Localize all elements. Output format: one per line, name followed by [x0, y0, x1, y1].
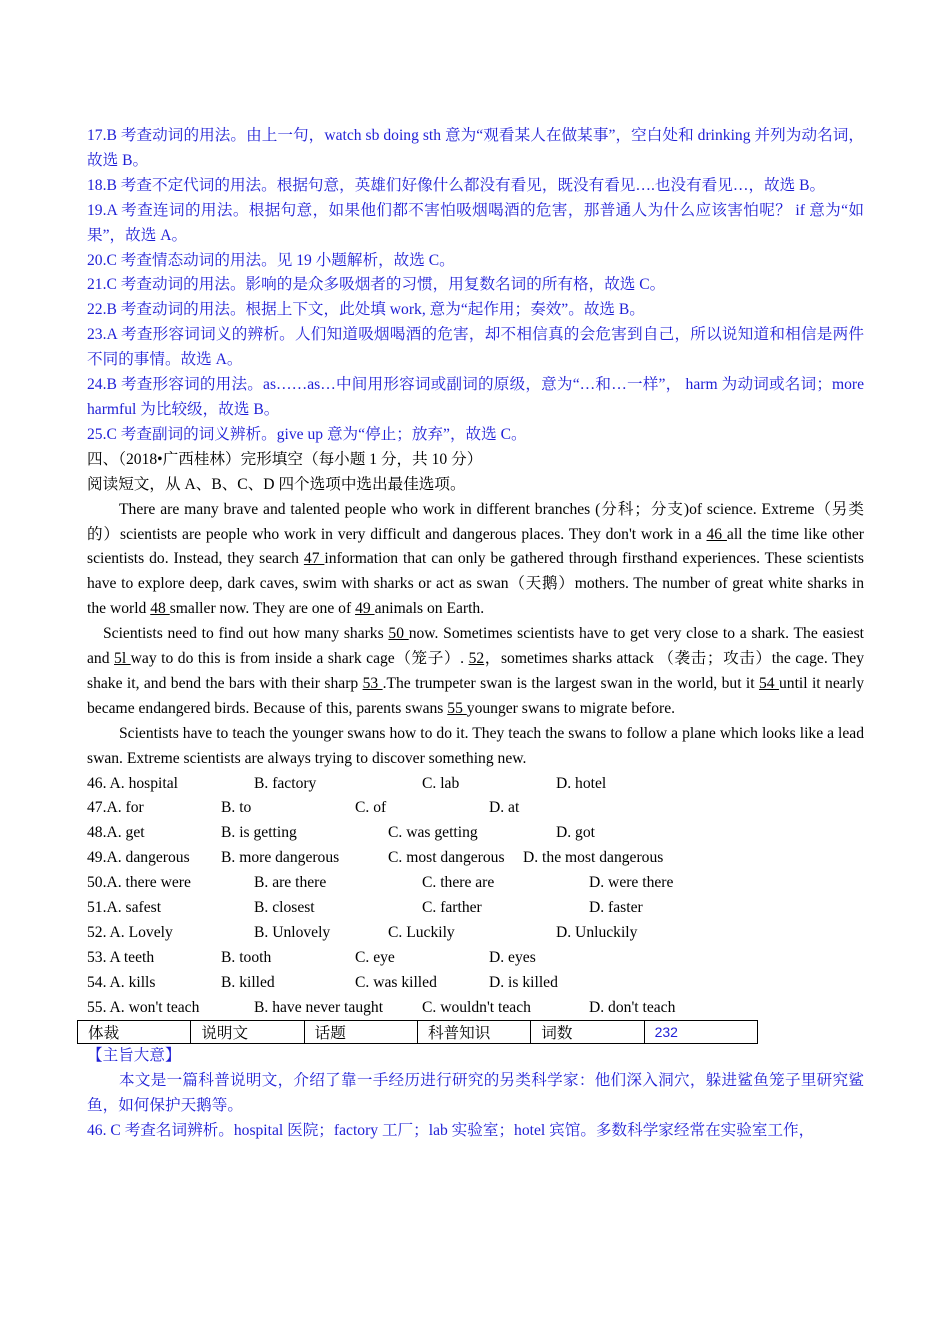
genre-label: 体裁 — [78, 1021, 191, 1044]
options-48: 48.A. get B. is getting C. was getting D. got — [87, 824, 595, 842]
options-51: 51.A. safest B. closest C. farther D. faster — [87, 899, 643, 917]
word-count-value: 232 — [644, 1021, 757, 1044]
topic-label: 话题 — [304, 1021, 417, 1044]
blank-50: 50 — [388, 625, 409, 643]
answer-17: 17.B 考查动词的用法。由上一句，watch sb doing sth 意为“观看某人在做某事”，空白处和 drinking 并列为动名词，故选 B。 — [87, 127, 864, 169]
passage-paragraph-1: There are many brave and talented people who work in different branches (分科；分支)of science. Extreme（另类的）scientists are people who work in very difficult and dangerous places. They don't work in a 46 all the time like other scientists do. Instead, they search 47 information that can only be gathered through firsthand experiences. These scientists have to explore deep, dark caves, swim with sharks or act as swan（天鹅）mothers. The number of great white sharks in the world 48 smaller now. They are one of 49 animals on Earth. — [87, 500, 864, 618]
answer-23: 23.A 考查形容词词义的辨析。人们知道吸烟喝酒的危害，却不相信真的会危害到自己，所以说知道和相信是两件不同的事情。故选 A。 — [87, 326, 864, 369]
blank-54: 54 — [758, 674, 779, 692]
instruction: 阅读短文，从 A、B、C、D 四个选项中选出最佳选项。 — [87, 475, 466, 493]
answer-18: 18.B 考查不定代词的用法。根据句意，英雄们好像什么都没有看见，既没有看见….也没有看见…，故选 B。 — [87, 176, 826, 194]
blank-55: 55 — [447, 699, 467, 717]
passage-paragraph-3: Scientists have to teach the younger swans how to do it. They teach the swans to follow a plane which looks like a lead swan. Extreme scientists are always trying to discover something new. — [87, 724, 864, 767]
word-count-label: 词数 — [531, 1021, 644, 1044]
main-idea-text: 本文是一篇科普说明文，介绍了靠一手经历进行研究的另类科学家：他们深入洞穴，躲进鲨鱼笼子里研究鲨鱼，如何保护天鹅等。 — [87, 1072, 864, 1115]
blank-46: 46 — [706, 525, 727, 543]
options-54: 54. A. kills B. killed C. was killed D. is killed — [87, 973, 558, 991]
answer-25: 25.C 考查副词的词义辨析。give up 意为“停止；放弃”，故选 C。 — [87, 425, 527, 443]
info-table — [77, 1020, 758, 1044]
section-title: 四、（2018•广西桂林）完形填空（每小题 1 分，共 10 分） — [87, 450, 483, 468]
blank-53: 53 — [362, 674, 383, 692]
options-50: 50.A. there were B. are there C. there are D. were there — [87, 874, 674, 892]
options-53: 53. A teeth B. tooth C. eye D. eyes — [87, 948, 536, 966]
options-52: 52. A. Lovely B. Unlovely C. Luckily D. Unluckily — [87, 923, 638, 941]
answer-21: 21.C 考查动词的用法。影响的是众多吸烟者的习惯，用复数名词的所有格，故选 C。 — [87, 276, 666, 294]
answer-22: 22.B 考查动词的用法。根据上下文，此处填 work, 意为“起作用；奏效”。故选 B。 — [87, 301, 645, 319]
info-table-row — [78, 1021, 758, 1044]
passage-paragraph-2: Scientists need to find out how many sharks 50 now. Sometimes scientists have to get very close to a shark. The easiest and 5l way to do this is from inside a shark cage（笼子）. 52，sometimes sharks attack （袭击；攻击）the cage. They shake it, and bend the bars with their sharp 53 .The trumpeter swan is the largest swan in the world, but it 54 until it nearly became endangered birds. Because of this, parents swans 55 younger swans to migrate before. — [87, 625, 865, 717]
topic-value: 科普知识 — [417, 1021, 530, 1044]
answer-46: 46. C 考查名词辨析。hospital 医院；factory 工厂；lab 实验室；hotel 宾馆。多数科学家经常在实验室工作， — [87, 1122, 815, 1140]
answer-24: 24.B 考查形容词的用法。as……as…中间用形容词或副词的原级，意为“…和…一样”， harm 为动词或名词；more harmful 为比较级，故选 B。 — [87, 376, 864, 418]
genre-value: 说明文 — [191, 1021, 304, 1044]
blank-49: 49 — [355, 600, 375, 618]
options-55: 55. A. won't teach B. have never taught C. wouldn't teach D. don't teach — [87, 998, 676, 1016]
options-47: 47.A. for B. to C. of D. at — [87, 799, 520, 817]
blank-47: 47 — [303, 550, 325, 568]
answer-20: 20.C 考查情态动词的用法。见 19 小题解析，故选 C。 — [87, 251, 455, 269]
main-idea-title: 【主旨大意】 — [87, 1047, 181, 1065]
answer-19: 19.A 考查连词的用法。根据句意，如果他们都不害怕吸烟喝酒的危害，那普通人为什么应该害怕呢？ if 意为“如果”，故选 A。 — [87, 201, 864, 244]
blank-51: 5l — [114, 650, 131, 668]
options-49: 49.A. dangerous B. more dangerous C. most dangerous D. the most dangerous — [87, 849, 664, 867]
options-46: 46. A. hospital B. factory C. lab D. hotel — [87, 774, 607, 792]
document-page — [87, 124, 864, 1144]
blank-52: 52 — [468, 650, 485, 668]
blank-48: 48 — [150, 600, 170, 618]
